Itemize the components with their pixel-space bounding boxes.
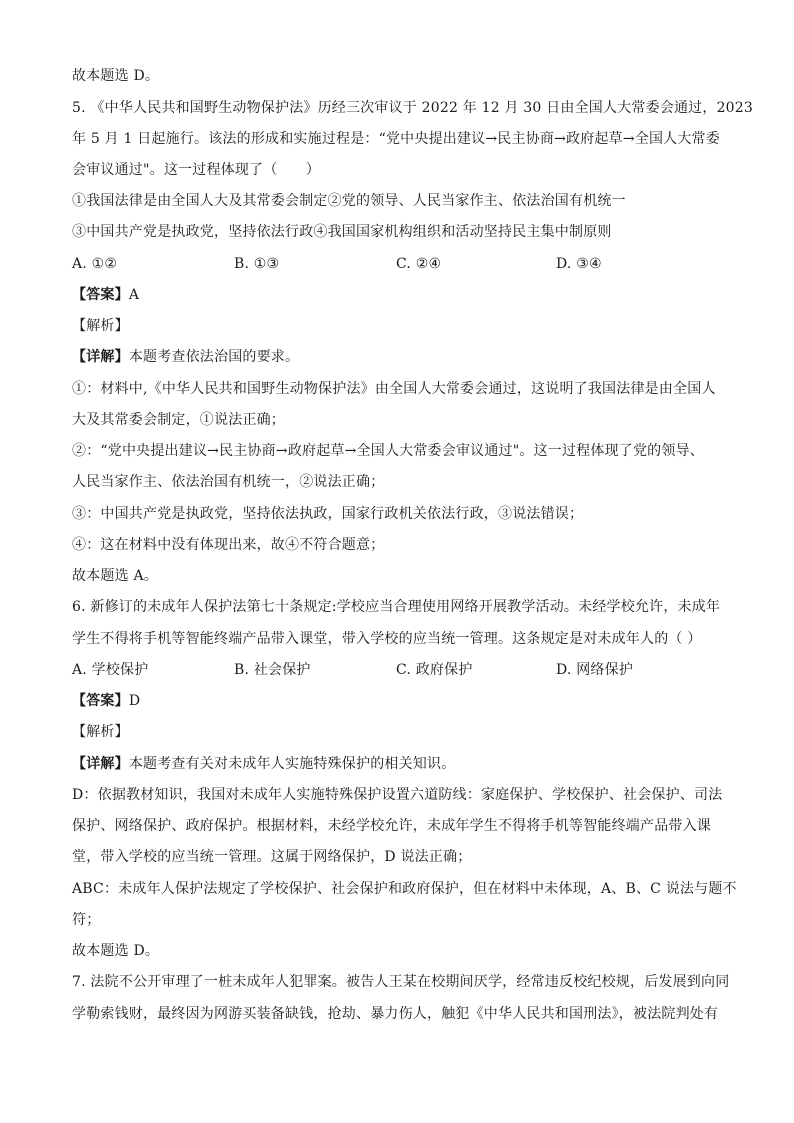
- q6-options: [72, 660, 724, 680]
- q6-conclusion: 故本题选 D。: [72, 943, 160, 959]
- q6-explanation-d1: D：依据教材知识，我国对未成年人实施特殊保护设置六道防线：家庭保护、学校保护、社会保护、司法: [72, 787, 723, 803]
- q5-conclusion: 故本题选 A。: [72, 568, 158, 584]
- q5-stem-line-2: 年 5 月 1 日起施行。该法的形成和实施过程是：“党中央提出建议→民主协商→政府起草→全国人大常委: [72, 131, 720, 147]
- q6-detail: [72, 754, 724, 774]
- q5-answer-value: A: [128, 287, 140, 303]
- q5-explanation-2b: 人民当家作主、依法治国有机统一，②说法正确；: [72, 474, 385, 490]
- q6-stem-line-2: 学生不得将手机等智能终端产品带入课堂，带入学校的应当统一管理。这条规定是对未成年人的（ ）: [72, 631, 702, 647]
- q6-explanation-abc1: ABC：未成年人保护法规定了学校保护、社会保护和政府保护，但在材料中未体现，A、B、C 说法与题不: [72, 881, 737, 897]
- q5-option-c: C. ②④: [396, 256, 442, 272]
- q6-answer-value: D: [128, 693, 141, 709]
- q5-answer: [72, 285, 724, 305]
- q5-answer-label: 【答案】: [72, 287, 129, 303]
- q6-option-a: A. 学校保护: [72, 662, 149, 678]
- q5-explanation-2a: ②：“党中央提出建议→民主协商→政府起草→全国人大常委会审议通过"。这一过程体现了党的领导、: [72, 443, 704, 459]
- q5-explanation-3: ③：中国共产党是执政党，坚持依法执政，国家行政机关依法行政，③说法错误；: [72, 506, 584, 522]
- q7-stem-line-2: 学勒索钱财，最终因为网游买装备缺钱，抢劫、暴力伤人，触犯《中华人民共和国刑法》，被法院判处有: [72, 1006, 719, 1022]
- q7-stem-line-1: 7. 法院不公开审理了一桩未成年人犯罪案。被告人王某在校期间厌学，经常违反校纪校规，后发展到向同: [72, 974, 730, 990]
- q5-analysis-label: 【解析】: [72, 318, 129, 334]
- q6-analysis-label: 【解析】: [72, 724, 129, 740]
- q5-explanation-4: ④：这在材料中没有体现出来，故④不符合题意；: [72, 537, 385, 553]
- q5-detail-text: 本题考查依法治国的要求。: [128, 349, 300, 365]
- q6-explanation-d3: 堂，带入学校的应当统一管理。这属于网络保护，D 说法正确；: [72, 849, 472, 865]
- q6-explanation-d2: 保护、网络保护、政府保护。根据材料，未经学校允许，未成年学生不得将手机等智能终端产品带入课: [72, 818, 711, 834]
- q5-explanation-1b: 大及其常委会制定，①说法正确；: [72, 412, 285, 428]
- q5-stem-line-3: 会审议通过"。这一过程体现了（ ）: [72, 162, 321, 178]
- q5-option-d: D. ③④: [556, 256, 602, 272]
- q6-detail-text: 本题考查有关对未成年人实施特殊保护的相关知识。: [128, 756, 456, 772]
- q5-stem-line-1: 5. 《中华人民共和国野生动物保护法》历经三次审议于 2022 年 12 月 30 日由全国人大常委会通过，2023: [72, 100, 753, 116]
- q6-option-d: D. 网络保护: [556, 662, 634, 678]
- q5-statement-line-2: ③中国共产党是执政党，坚持依法行政④我国国家机构组织和活动坚持民主集中制原则: [72, 224, 612, 240]
- q6-explanation-abc2: 符；: [72, 912, 101, 928]
- q5-detail: [72, 347, 724, 367]
- q4-conclusion: 故本题选 D。: [72, 68, 160, 84]
- q6-option-b: B. 社会保护: [234, 662, 311, 678]
- q6-stem-line-1: 6. 新修订的未成年人保护法第七十条规定:学校应当合理使用网络开展教学活动。未经学校允许，未成年: [72, 599, 721, 615]
- q5-statement-line-1: ①我国法律是由全国人大及其常委会制定②党的领导、人民当家作主、依法治国有机统一: [72, 193, 626, 209]
- q6-detail-label: 【详解】: [72, 756, 129, 772]
- q5-explanation-1a: ①：材料中,《中华人民共和国野生动物保护法》由全国人大常委会通过，这说明了我国法律是由全国人: [72, 381, 716, 397]
- q5-detail-label: 【详解】: [72, 349, 129, 365]
- q5-option-b: B. ①③: [234, 256, 280, 272]
- q5-options: [72, 254, 724, 274]
- q6-answer: [72, 691, 724, 711]
- q6-answer-label: 【答案】: [72, 693, 129, 709]
- q5-option-a: A. ①②: [72, 256, 118, 272]
- q6-option-c: C. 政府保护: [396, 662, 473, 678]
